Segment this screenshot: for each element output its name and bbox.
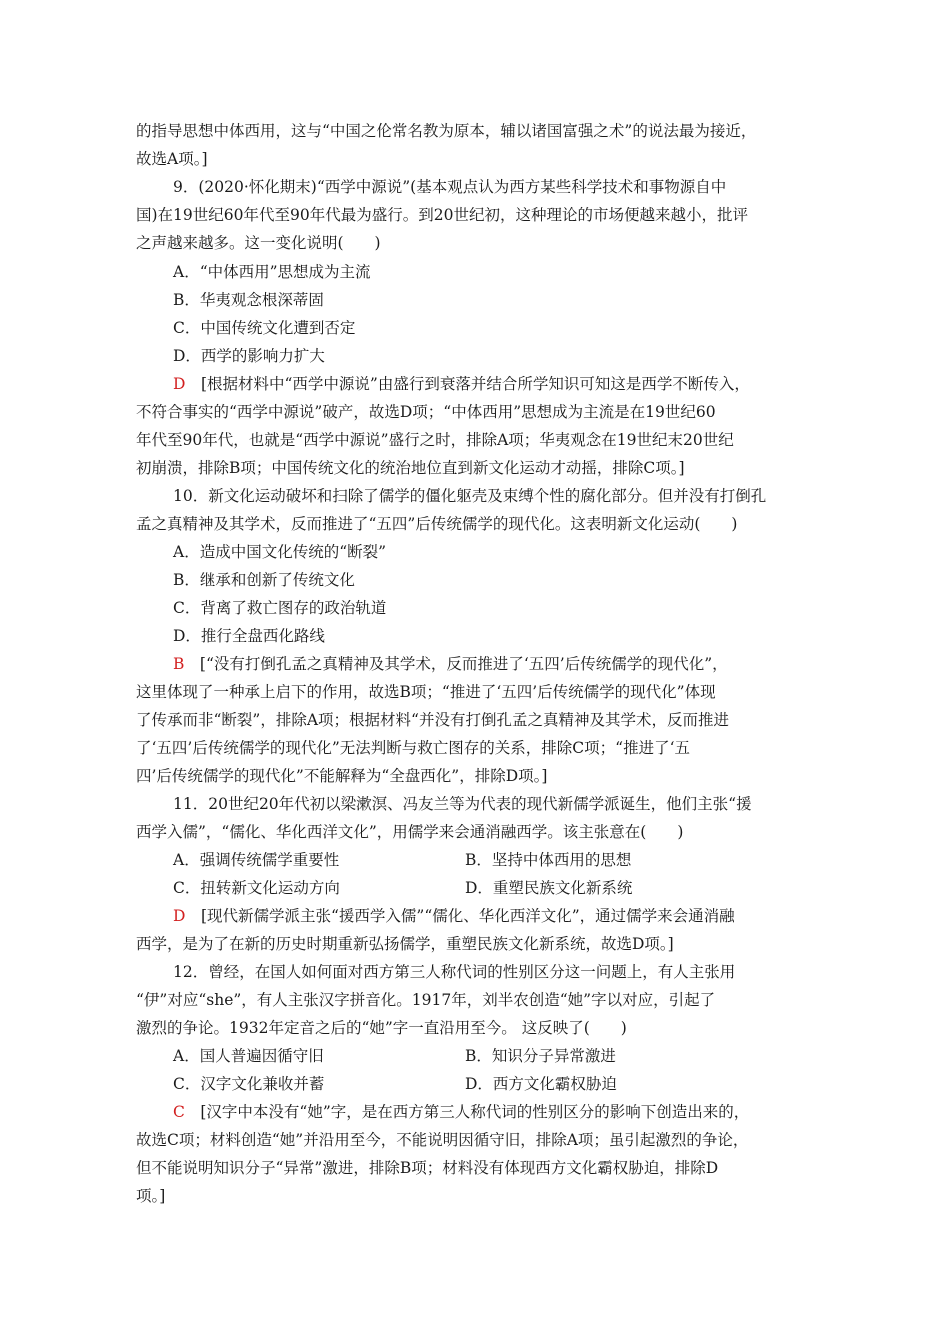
q11-option-c: C．扭转新文化运动方向 bbox=[173, 879, 340, 897]
q12-explanation-line-1: C [汉字中本没有“她”字，是在西方第三人称代词的性别区分的影响下创造出来的， bbox=[173, 1103, 750, 1121]
intro-line-1: 的指导思想中体西用，这与“中国之伦常名教为原本，辅以诸国富强之术”的说法最为接近， bbox=[136, 122, 757, 140]
q12-answer-letter: C bbox=[173, 1103, 185, 1121]
q11-explanation-line-2: 西学，是为了在新的历史时期重新弘扬儒学，重塑民族文化新系统，故选D项。] bbox=[136, 935, 674, 953]
q12-option-d: D．西方文化霸权胁迫 bbox=[465, 1075, 617, 1093]
q12-option-a: A．国人普遍因循守旧 bbox=[173, 1047, 324, 1065]
q9-explanation-line-4: 初崩溃，排除B项；中国传统文化的统治地位直到新文化运动才动摇，排除C项。] bbox=[136, 459, 685, 477]
q9-explanation-line-1: D [根据材料中“西学中源说”由盛行到衰落并结合所学知识可知这是西学不断传入， bbox=[173, 375, 750, 393]
q10-explanation-line-1: B [“没有打倒孔孟之真精神及其学术，反而推进了‘五四’后传统儒学的现代化”， bbox=[173, 655, 728, 673]
q12-explanation-line-2: 故选C项；材料创造“她”并沿用至今，不能说明因循守旧，排除A项；虽引起激烈的争论， bbox=[136, 1131, 749, 1149]
q10-explanation-line-3: 了传承而非“断裂”，排除A项；根据材料“并没有打倒孔孟之真精神及其学术，反而推进 bbox=[136, 711, 729, 729]
q9-option-b: B．华夷观念根深蒂固 bbox=[173, 291, 324, 309]
q10-explanation-line-5: 四’后传统儒学的现代化”不能解释为“全盘西化”，排除D项。] bbox=[136, 767, 548, 785]
q11-answer-letter: D bbox=[173, 907, 186, 925]
q11-explanation-line-1: D [现代新儒学派主张“援西学入儒”“儒化、华化西洋文化”，通过儒学来会通消融 bbox=[173, 907, 735, 925]
q11-option-a: A．强调传统儒学重要性 bbox=[173, 851, 340, 869]
q11-option-d: D．重塑民族文化新系统 bbox=[465, 879, 633, 897]
q12-stem-line-1: 12．曾经，在国人如何面对西方第三人称代词的性别区分这一问题上，有人主张用 bbox=[173, 963, 736, 981]
q10-stem-line-1: 10．新文化运动破坏和扫除了儒学的僵化躯壳及束缚个性的腐化部分。但并没有打倒孔 bbox=[173, 487, 767, 505]
q10-explanation-line-4: 了‘五四’后传统儒学的现代化”无法判断与救亡图存的关系，排除C项；“推进了‘五 bbox=[136, 739, 690, 757]
q9-option-d: D．西学的影响力扩大 bbox=[173, 347, 325, 365]
q10-option-a: A．造成中国文化传统的“断裂” bbox=[173, 543, 387, 561]
q12-option-b: B．知识分子异常激进 bbox=[465, 1047, 616, 1065]
intro-line-2: 故选A项。] bbox=[136, 150, 208, 168]
q10-answer-letter: B bbox=[173, 655, 185, 673]
q10-option-c: C．背离了救亡图存的政治轨道 bbox=[173, 599, 387, 617]
q11-stem-line-1: 11．20世纪20年代初以梁漱溟、冯友兰等为代表的现代新儒学派诞生，他们主张“援 bbox=[173, 795, 752, 813]
q10-option-d: D．推行全盘西化路线 bbox=[173, 627, 325, 645]
q9-explanation-line-2: 不符合事实的“西学中源说”破产，故选D项；“中体西用”思想成为主流是在19世纪60 bbox=[136, 403, 716, 421]
q10-explanation-line-2: 这里体现了一种承上启下的作用，故选B项；“推进了‘五四’后传统儒学的现代化”体现 bbox=[136, 683, 716, 701]
q11-option-b: B．坚持中体西用的思想 bbox=[465, 851, 632, 869]
q10-stem-line-2: 孟之真精神及其学术，反而推进了“五四”后传统儒学的现代化。这表明新文化运动( ) bbox=[136, 515, 738, 533]
q9-option-a: A．“中体西用”思想成为主流 bbox=[173, 263, 371, 281]
q12-option-c: C．汉字文化兼收并蓄 bbox=[173, 1075, 325, 1093]
q10-option-b: B．继承和创新了传统文化 bbox=[173, 571, 355, 589]
q9-explanation-line-3: 年代至90年代，也就是“西学中源说”盛行之时，排除A项；华夷观念在19世纪末20世纪 bbox=[136, 431, 734, 449]
q11-stem-line-2: 西学入儒”，“儒化、华化西洋文化”，用儒学来会通消融西学。该主张意在( ) bbox=[136, 823, 684, 841]
q12-stem-line-2: “伊”对应“she”，有人主张汉字拼音化。1917年，刘半农创造“她”字以对应，引起了 bbox=[136, 991, 716, 1009]
q12-explanation-line-3: 但不能说明知识分子“异常”激进，排除B项；材料没有体现西方文化霸权胁迫，排除D bbox=[136, 1159, 719, 1177]
q9-option-c: C．中国传统文化遭到否定 bbox=[173, 319, 356, 337]
q9-stem-line-3: 之声越来越多。这一变化说明( ) bbox=[136, 234, 381, 252]
q9-stem-line-2: 国)在19世纪60年代至90年代最为盛行。到20世纪初，这种理论的市场便越来越小，批评 bbox=[136, 206, 748, 224]
q9-answer-letter: D bbox=[173, 375, 186, 393]
q12-stem-line-3: 激烈的争论。1932年定音之后的“她”字一直沿用至今。 这反映了( ) bbox=[136, 1019, 627, 1037]
q12-explanation-line-4: 项。] bbox=[136, 1187, 166, 1205]
q9-stem-line-1: 9．(2020·怀化期末)“西学中源说”(基本观点认为西方某些科学技术和事物源自中 bbox=[173, 178, 727, 196]
